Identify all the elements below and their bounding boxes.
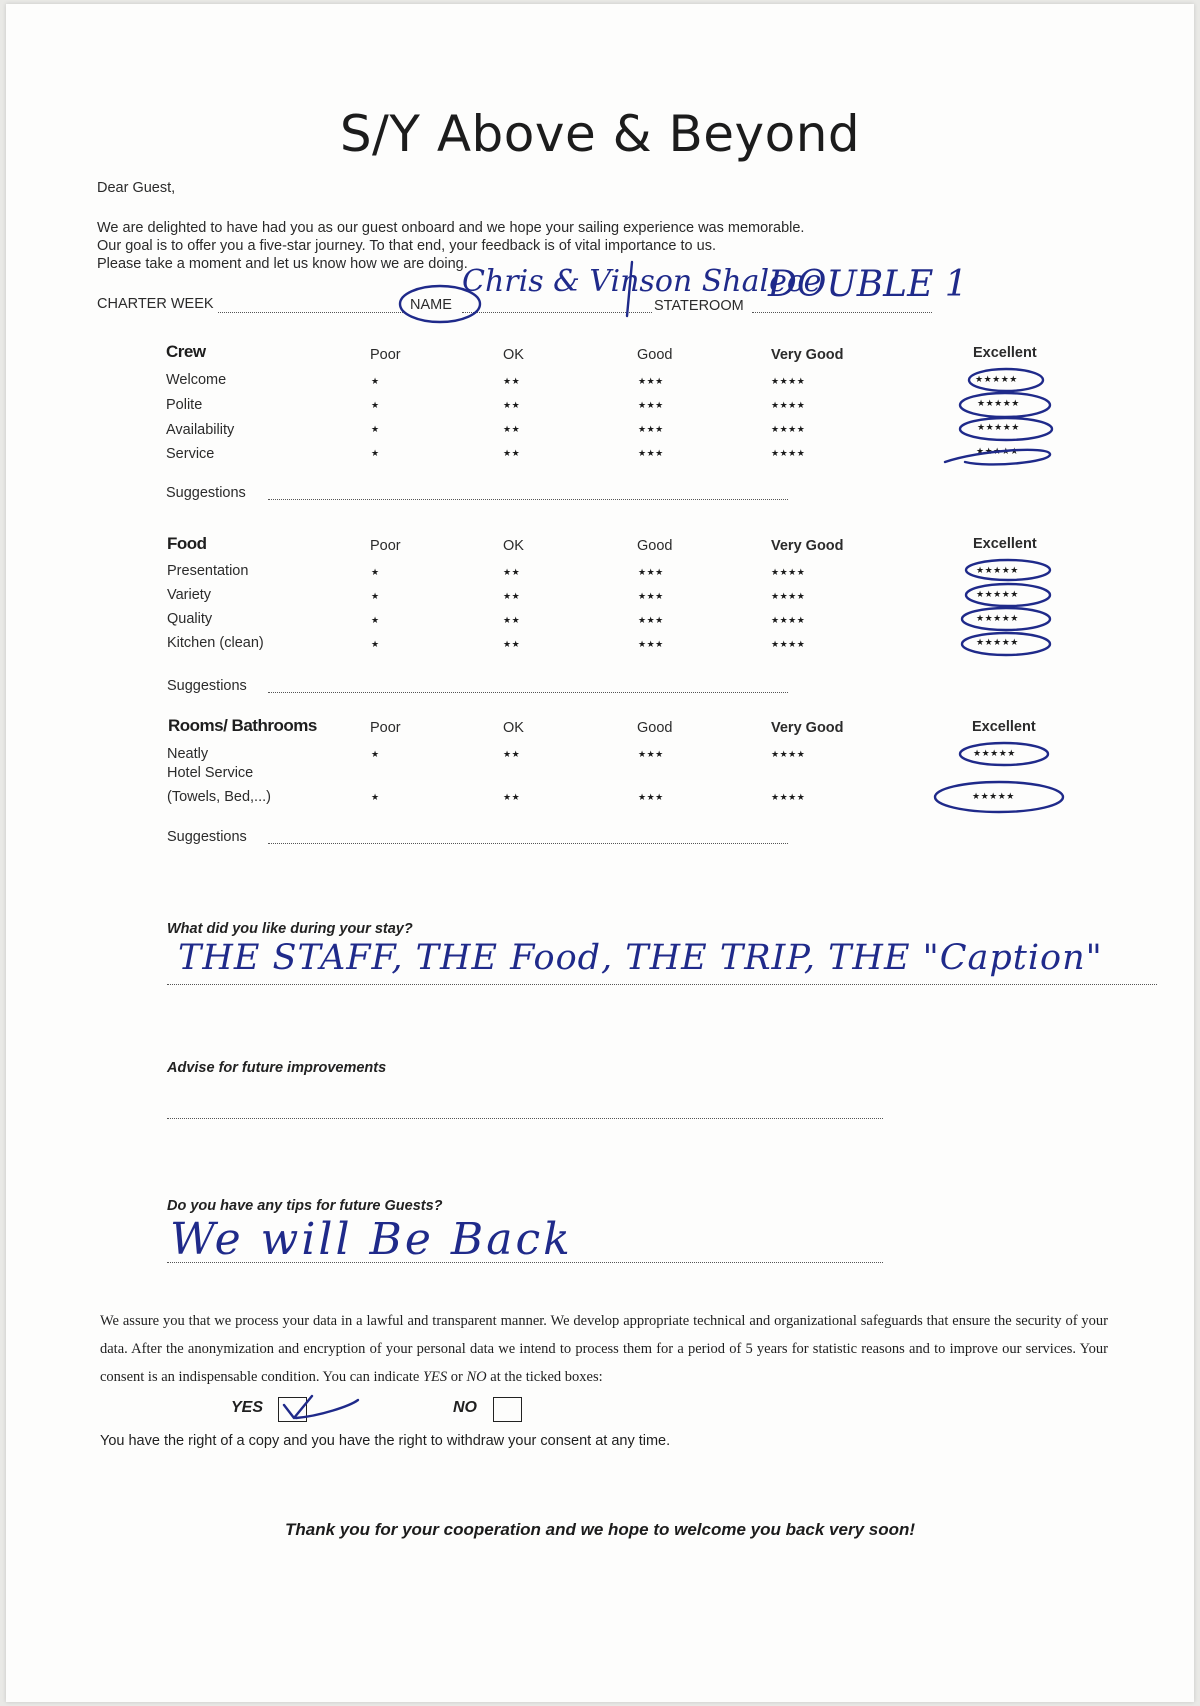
- form-title: S/Y Above & Beyond: [339, 105, 861, 163]
- crew-row-label: Welcome: [166, 372, 227, 388]
- improve-question: Advise for future improvements: [167, 1060, 387, 1076]
- rating-2-star[interactable]: ★★: [503, 449, 521, 459]
- food-section-title: Food: [167, 534, 207, 553]
- rating-1-star[interactable]: ★: [371, 640, 380, 650]
- rating-2-star[interactable]: ★★: [503, 640, 521, 650]
- crew-col-excellent: Excellent: [973, 345, 1037, 361]
- rating-5-star[interactable]: ★★★★★: [976, 590, 1019, 600]
- charter-week-field[interactable]: [218, 312, 403, 313]
- rating-4-star[interactable]: ★★★★: [771, 640, 806, 650]
- rating-3-star[interactable]: ★★★: [638, 449, 664, 459]
- consent-rights-text: You have the right of a copy and you have the right to withdraw your consent at any time.: [100, 1433, 671, 1449]
- rating-2-star[interactable]: ★★: [503, 377, 521, 387]
- crew-col-good: Good: [637, 347, 673, 363]
- crew-col-very-good: Very Good: [771, 347, 844, 363]
- rating-5-star[interactable]: ★★★★★: [975, 375, 1018, 385]
- rating-1-star[interactable]: ★: [371, 449, 380, 459]
- intro-line-3: Please take a moment and let us know how we are doing.: [97, 256, 468, 272]
- rating-4-star[interactable]: ★★★★: [771, 616, 806, 626]
- rating-3-star[interactable]: ★★★: [638, 568, 664, 578]
- rooms-col-good: Good: [637, 720, 673, 736]
- name-label: NAME: [410, 297, 452, 313]
- food-row-label: Quality: [167, 611, 213, 627]
- rating-4-star[interactable]: ★★★★: [771, 377, 806, 387]
- intro-line-1: We are delighted to have had you as our guest onboard and we hope your sailing experience was memorable.: [97, 220, 805, 236]
- consent-text: We assure you that we process your data in a lawful and transparent manner. We develop appropriate technical and organizational safeguards that ensure the security of your data. After the anonymization and encryption of your personal data we intend to process them for a period of 5 years for statistic reasons and to improve our services. Your consent is an indispensable condition. You can indicate YES or NO at the ticked boxes:: [100, 1313, 1108, 1385]
- thank-you-message: Thank you for your cooperation and we hope to welcome you back very soon!: [284, 1520, 916, 1539]
- rating-3-star[interactable]: ★★★: [638, 401, 664, 411]
- rooms-suggestions-label: Suggestions: [167, 829, 247, 845]
- rating-3-star[interactable]: ★★★: [638, 793, 664, 803]
- rating-2-star[interactable]: ★★: [503, 616, 521, 626]
- rating-4-star[interactable]: ★★★★: [771, 750, 806, 760]
- rating-4-star[interactable]: ★★★★: [771, 793, 806, 803]
- rooms-suggestions-field[interactable]: [268, 843, 788, 844]
- food-row-label: Variety: [167, 587, 212, 603]
- consent-yes-checkbox[interactable]: [278, 1397, 307, 1422]
- rooms-col-ok: OK: [503, 720, 524, 736]
- consent-no-label: NO: [453, 1399, 477, 1416]
- food-row-label: Kitchen (clean): [167, 635, 264, 651]
- food-suggestions-label: Suggestions: [167, 678, 247, 694]
- consent-no-word: NO: [466, 1369, 487, 1385]
- rating-2-star[interactable]: ★★: [503, 401, 521, 411]
- rating-3-star[interactable]: ★★★: [638, 425, 664, 435]
- rating-2-star[interactable]: ★★: [503, 592, 521, 602]
- crew-row-label: Service: [166, 446, 215, 462]
- rating-2-star[interactable]: ★★: [503, 425, 521, 435]
- liked-answer-handwritten: THE STAFF, THE Food, THE TRIP, THE "Caption": [178, 938, 1103, 978]
- rating-5-star[interactable]: ★★★★★: [977, 399, 1020, 409]
- intro-line-2: Our goal is to offer you a five-star journey. To that end, your feedback is of vital importance to us.: [97, 238, 716, 254]
- rating-3-star[interactable]: ★★★: [638, 592, 664, 602]
- rating-4-star[interactable]: ★★★★: [771, 449, 806, 459]
- liked-answer-field[interactable]: [167, 984, 1157, 985]
- rooms-row-label: Hotel Service: [167, 765, 254, 781]
- rating-4-star[interactable]: ★★★★: [771, 425, 806, 435]
- crew-col-poor: Poor: [370, 347, 401, 363]
- rooms-row-label: Neatly: [167, 746, 209, 762]
- charter-week-label: CHARTER WEEK: [97, 296, 214, 312]
- liked-question: What did you like during your stay?: [167, 921, 413, 937]
- rating-5-star[interactable]: ★★★★★: [972, 792, 1015, 802]
- rooms-col-poor: Poor: [370, 720, 401, 736]
- tips-answer-handwritten: We will Be Back: [170, 1214, 573, 1265]
- stateroom-label: STATEROOM: [654, 298, 744, 314]
- crew-col-ok: OK: [503, 347, 524, 363]
- rating-5-star[interactable]: ★★★★★: [976, 638, 1019, 648]
- rating-2-star[interactable]: ★★: [503, 793, 521, 803]
- rating-1-star[interactable]: ★: [371, 750, 380, 760]
- food-col-good: Good: [637, 538, 673, 554]
- rooms-row-label-detail: (Towels, Bed,...): [167, 789, 271, 805]
- rating-1-star[interactable]: ★: [371, 592, 380, 602]
- consent-no-checkbox[interactable]: [493, 1397, 522, 1422]
- food-col-poor: Poor: [370, 538, 401, 554]
- rating-4-star[interactable]: ★★★★: [771, 568, 806, 578]
- rating-5-star[interactable]: ★★★★★: [976, 566, 1019, 576]
- rating-1-star[interactable]: ★: [371, 793, 380, 803]
- rating-4-star[interactable]: ★★★★: [771, 592, 806, 602]
- rating-3-star[interactable]: ★★★: [638, 616, 664, 626]
- rating-5-star[interactable]: ★★★★★: [976, 447, 1019, 457]
- stateroom-field[interactable]: [752, 312, 932, 313]
- rooms-section-title: Rooms/ Bathrooms: [168, 716, 317, 735]
- rating-5-star[interactable]: ★★★★★: [973, 749, 1016, 759]
- rating-5-star[interactable]: ★★★★★: [976, 614, 1019, 624]
- crew-row-label: Availability: [166, 422, 235, 438]
- rooms-col-excellent: Excellent: [972, 719, 1036, 735]
- food-suggestions-field[interactable]: [268, 692, 788, 693]
- rating-3-star[interactable]: ★★★: [638, 640, 664, 650]
- rating-4-star[interactable]: ★★★★: [771, 401, 806, 411]
- rating-2-star[interactable]: ★★: [503, 750, 521, 760]
- rating-2-star[interactable]: ★★: [503, 568, 521, 578]
- crew-row-label: Polite: [166, 397, 203, 413]
- rating-1-star[interactable]: ★: [371, 568, 380, 578]
- food-col-ok: OK: [503, 538, 524, 554]
- rating-1-star[interactable]: ★: [371, 425, 380, 435]
- greeting: Dear Guest,: [97, 180, 176, 196]
- rating-5-star[interactable]: ★★★★★: [977, 423, 1020, 433]
- improve-answer-field[interactable]: [167, 1118, 883, 1119]
- name-handwritten: Chris & Vinson Shalece: [462, 264, 822, 299]
- consent-yes-label: YES: [231, 1399, 264, 1416]
- rating-1-star[interactable]: ★: [371, 377, 380, 387]
- food-row-label: Presentation: [167, 563, 249, 579]
- stateroom-handwritten: DOUBLE 1: [768, 264, 968, 305]
- rating-3-star[interactable]: ★★★: [638, 377, 664, 387]
- crew-suggestions-label: Suggestions: [166, 485, 246, 501]
- tips-question: Do you have any tips for future Guests?: [167, 1198, 443, 1214]
- name-field[interactable]: [462, 312, 652, 313]
- crew-section-title: Crew: [166, 342, 206, 361]
- crew-suggestions-field[interactable]: [268, 499, 788, 500]
- rating-1-star[interactable]: ★: [371, 616, 380, 626]
- rating-1-star[interactable]: ★: [371, 401, 380, 411]
- consent-yes-word: YES: [422, 1369, 448, 1385]
- rooms-col-very-good: Very Good: [771, 720, 844, 736]
- rating-3-star[interactable]: ★★★: [638, 750, 664, 760]
- food-col-excellent: Excellent: [973, 536, 1037, 552]
- food-col-very-good: Very Good: [771, 538, 844, 554]
